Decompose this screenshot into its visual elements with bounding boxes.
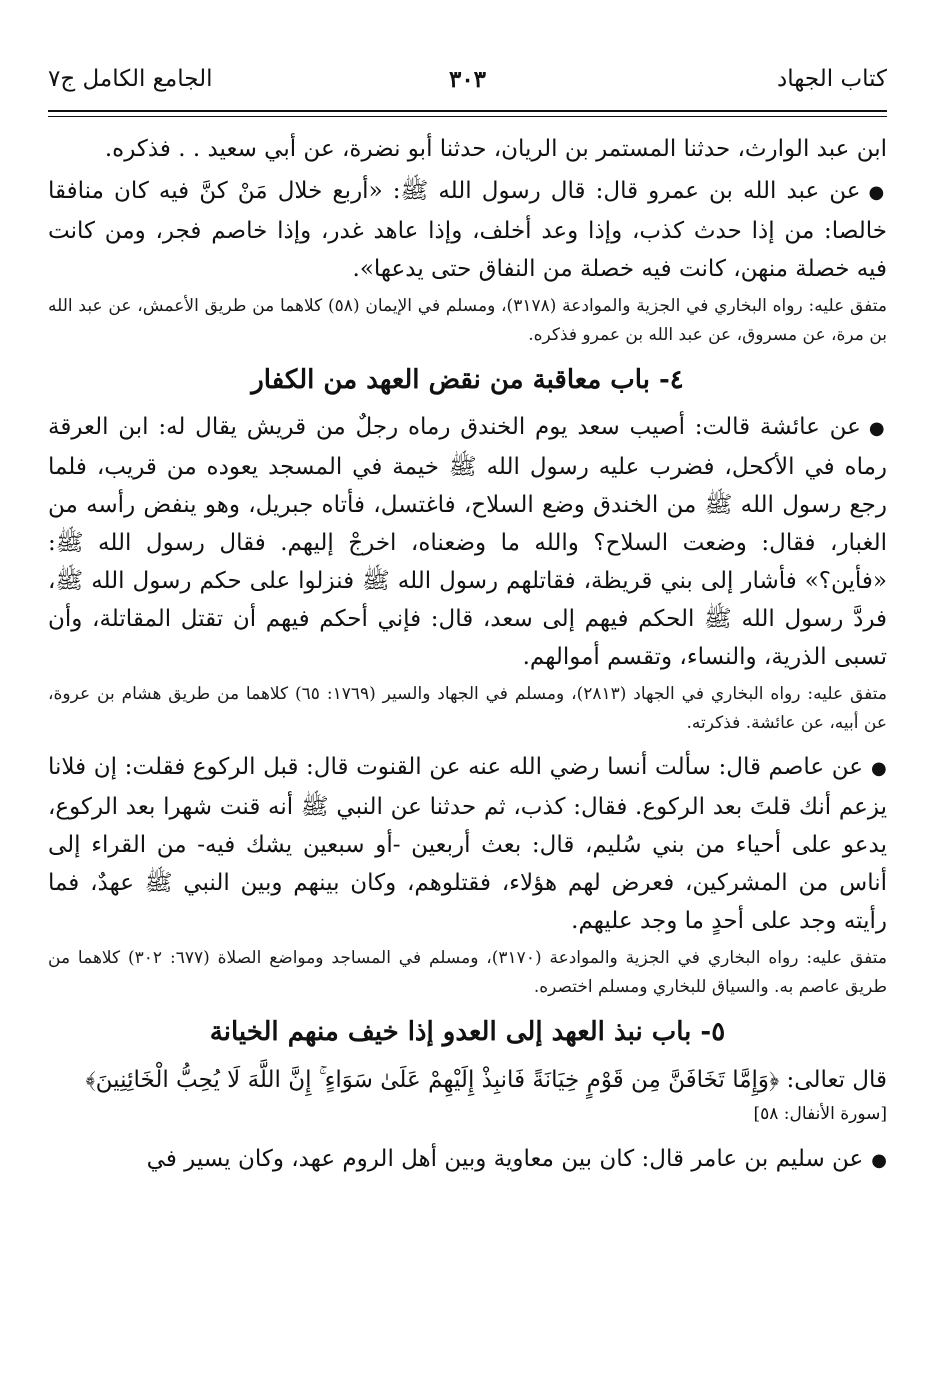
hadith-paragraph: ●عن عبد الله بن عمرو قال: قال رسول الله ﷺ: «أربع خلال مَنْ كنَّ فيه كان منافقا خالصا: من إذا حدث كذب، وإذا وعد أخلف، وإذا عاهد غدر، وإذا خاصم فجر، ومن كانت فيه خصلة منهن، كانت فيه خصلة من النفاق حتى يدعها». <box>48 178 887 282</box>
hadith-paragraph: ●عن سليم بن عامر قال: كان بين معاوية وبين أهل الروم عهد، وكان يسير في <box>146 1146 887 1172</box>
section-heading: ٤- باب معاقبة من نقض العهد من الكفار <box>251 365 684 395</box>
text-paragraph: ابن عبد الوارث، حدثنا المستمر بن الريان، حدثنا أبو نضرة، عن أبي سعيد . . فذكره. <box>104 136 887 162</box>
header-rule-thin <box>48 116 887 117</box>
bullet-icon: ● <box>868 418 887 439</box>
hadith-paragraph: ●عن عائشة قالت: أصيب سعد يوم الخندق رماه رجلٌ من قريش يقال له: ابن العرقة رماه في الأكحل، فضرب عليه رسول الله ﷺ خيمة في المسجد يعوده من قريب، فلما رجع رسول الله ﷺ من الخندق وضع السلاح، فاغتسل، فأتاه جبريل، وهو ينفض رأسه من الغبار، فقال: وضعت السلاح؟ والله ما وضعناه، اخرجْ إليهم. فقال رسول الله ﷺ: «فأين؟» فأشار إلى بني قريظة، فقاتلهم رسول الله ﷺ فنزلوا على حكم رسول الله ﷺ، فردَّ رسول الله ﷺ الحكم فيهم إلى سعد، قال: فإني أحكم فيهم أن تقتل المقاتلة، وأن تسبى الذرية، والنساء، وتقسم أموالهم. <box>48 414 887 670</box>
bullet-icon: ● <box>871 1150 887 1171</box>
header-rule <box>48 110 887 112</box>
page-header <box>48 66 887 106</box>
footnote: متفق عليه: رواه البخاري في الجزية والموادعة (٣١٧٠)، ومسلم في المساجد ومواضع الصلاة (٦٧٧: ٣٠٢) كلاهما من طريق عاصم به. والسياق للبخاري ومسلم اختصره. <box>48 948 887 997</box>
chapter-title: كتاب الجهاد <box>777 66 887 92</box>
page-content <box>48 130 887 1184</box>
page-number: ٣٠٣ <box>448 66 487 93</box>
footnote: متفق عليه: رواه البخاري في الجهاد (٢٨١٣)، ومسلم في الجهاد والسير (١٧٦٩: ٦٥) كلاهما من طريق هشام بن عروة، عن أبيه، عن عائشة. فذكرته. <box>48 684 887 733</box>
section-heading: ٥- باب نبذ العهد إلى العدو إذا خيف منهم الخيانة <box>209 1017 726 1047</box>
hadith-paragraph: ●عن عاصم قال: سألت أنسا رضي الله عنه عن القنوت قال: قبل الركوع فقلت: إن فلانا يزعم أنك قلتَ بعد الركوع. فقال: كذب، ثم حدثنا عن النبي ﷺ أنه قنت شهرا بعد الركوع، يدعو على أحياء من بني سُليم، قال: بعث أربعين -أو سبعين يشك فيه- من القراء إلى أناس من المشركين، فعرض لهم هؤلاء، فقتلوهم، وكان بينهم وبين النبي ﷺ عهدٌ، فما رأيته وجد على أحدٍ ما وجد عليهم. <box>48 754 887 934</box>
footnote: متفق عليه: رواه البخاري في الجزية والموادعة (٣١٧٨)، ومسلم في الإيمان (٥٨) كلاهما من طريق الأعمش، عن عبد الله بن مرة، عن مسروق، عن عبد الله بن عمرو فذكره. <box>48 296 888 345</box>
book-title: الجامع الكامل ج٧ <box>48 66 213 92</box>
quran-verse: قال تعالى: ﴿وَإِمَّا تَخَافَنَّ مِن قَوْمٍ خِيَانَةً فَانبِذْ إِلَيْهِمْ عَلَىٰ سَوَاءٍ ۚ إِنَّ اللَّهَ لَا يُحِبُّ الْخَائِنِينَ﴾ <box>85 1067 887 1093</box>
bullet-icon: ● <box>868 182 887 203</box>
verse-reference: [سورة الأنفال: ٥٨] <box>753 1104 887 1124</box>
bullet-icon: ● <box>870 758 887 779</box>
